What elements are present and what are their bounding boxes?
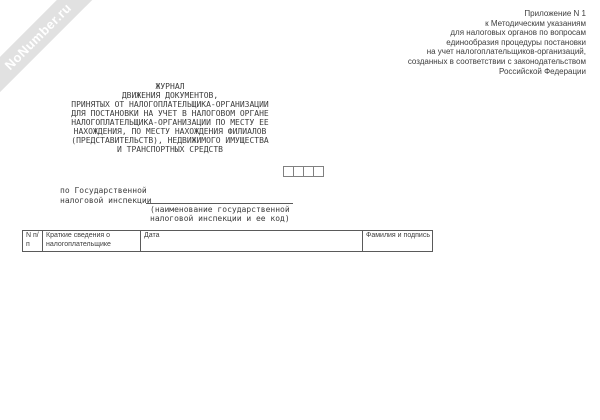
inspection-label-line: по Государственной xyxy=(60,186,147,195)
column-header-taxpayer-info: Краткие сведения о налогоплательщике xyxy=(43,231,141,252)
inspection-label xyxy=(60,186,152,205)
title-line: ДВИЖЕНИЯ ДОКУМЕНТОВ, xyxy=(121,91,219,100)
annex-line: для налоговых органов по вопросам xyxy=(450,28,586,38)
title-line: (ПРЕДСТАВИТЕЛЬСТВ), НЕДВИЖИМОГО ИМУЩЕСТВА xyxy=(71,136,269,145)
caption-line: налоговой инспекции и ее код) xyxy=(150,214,290,223)
annex-line: созданных в соответствии с законодательством xyxy=(407,56,586,66)
title-line: НАХОЖДЕНИЯ, ПО МЕСТУ НАХОЖДЕНИЯ ФИЛИАЛОВ xyxy=(73,127,267,136)
column-header-num: N п/п xyxy=(23,231,43,252)
watermark-text: NoNumber.ru xyxy=(1,0,75,73)
annex-line: единообразия процедуры постановки xyxy=(446,37,586,47)
title-line: НАЛОГОПЛАТЕЛЬЩИКА-ОРГАНИЗАЦИИ ПО МЕСТУ ЕЕ xyxy=(71,118,269,127)
title-line: И ТРАНСПОРТНЫХ СРЕДСТВ xyxy=(117,145,223,154)
annex-line: Приложение N 1 xyxy=(524,9,586,18)
annex-header xyxy=(408,9,586,76)
table-header-row xyxy=(23,231,433,252)
column-header-signature: Фамилия и подпись xyxy=(363,231,433,252)
code-box-strip xyxy=(283,166,324,177)
title-line: ПРИНЯТЫХ ОТ НАЛОГОПЛАТЕЛЬЩИКА-ОРГАНИЗАЦИИ xyxy=(71,100,269,109)
inspection-label-line: налоговой инспекции xyxy=(60,195,152,205)
annex-line: к Методическим указаниям xyxy=(485,18,586,28)
inspection-field-caption xyxy=(150,205,290,223)
title-line: ДЛЯ ПОСТАНОВКИ НА УЧЕТ В НАЛОГОВОМ ОРГАНЕ xyxy=(71,109,269,118)
title-line: ЖУРНАЛ xyxy=(155,82,185,91)
register-table xyxy=(22,230,433,252)
document-title xyxy=(50,82,290,154)
annex-line: на учет налогоплательщиков-организаций, xyxy=(426,47,586,57)
annex-line: Российской Федерации xyxy=(499,66,586,76)
caption-line: (наименование государственной xyxy=(150,205,290,214)
code-box[interactable] xyxy=(313,166,324,177)
column-header-date: Дата xyxy=(141,231,363,252)
inspection-name-field[interactable] xyxy=(146,195,293,204)
